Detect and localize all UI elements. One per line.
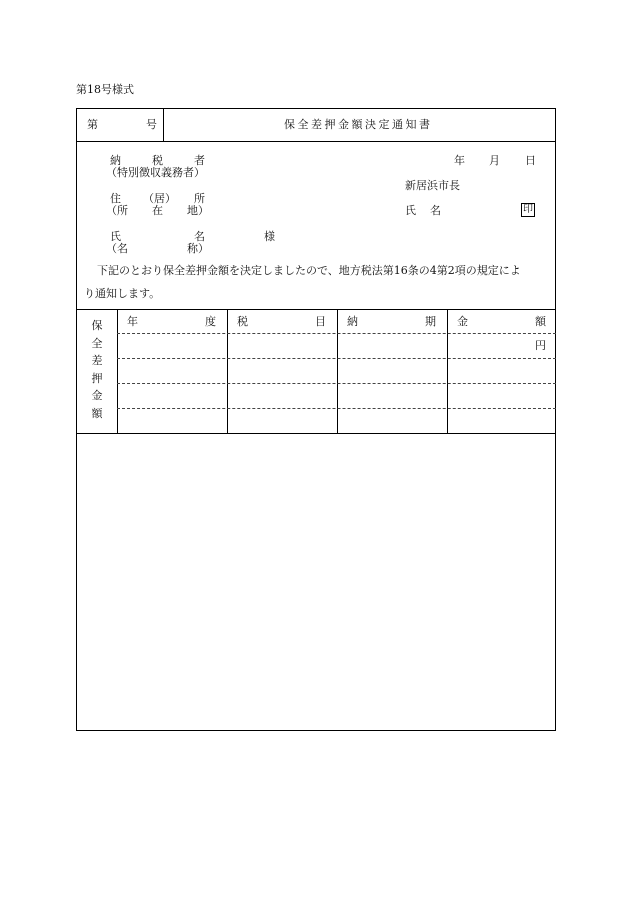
amount-side-label: 保全差押金額 [91,319,103,420]
header-bottom-line [76,141,556,142]
date-month: 月 [489,154,500,167]
table-header-tax-a: 税 [237,315,248,328]
header-dai: 第 [87,118,98,131]
notice-text-line1: 下記のとおり保全差押金額を決定しましたので、地方税法第16条の4第2項の規定によ [97,264,521,277]
header-divider [163,108,164,141]
table-header-due-b: 期 [425,315,436,328]
taxpayer-label-2: 税 [152,154,163,167]
name-label-2: 名 [194,230,205,243]
table-col-line-2 [227,309,228,433]
taxpayer-sub-label: （特別徴収義務者） [106,166,205,179]
table-header-tax-b: 目 [315,315,326,328]
taxpayer-label-3: 者 [194,154,205,167]
table-row-dash-1 [117,333,556,334]
table-header-amount-a: 金 [457,315,468,328]
location-label-3: 地） [187,204,209,217]
document-title: 保全差押金額決定通知書 [284,118,433,131]
title-label-1: （名 [106,242,128,255]
date-day: 日 [525,154,536,167]
form-number: 第18号様式 [76,83,134,96]
table-col-line-3 [337,309,338,433]
date-year: 年 [454,154,465,167]
mayor-mei: 名 [430,204,441,217]
table-top-line [76,309,556,310]
title-label-2: 称） [187,242,209,255]
residence-label-1: 住 [110,192,121,205]
mayor-label: 新居浜市長 [405,179,460,192]
location-label-2: 在 [152,204,163,217]
table-bottom-line [76,433,556,434]
table-row-dash-3 [117,383,556,384]
seal-icon: 印 [523,204,533,215]
location-label-1: （所 [106,204,128,217]
table-header-amount-b: 額 [535,315,546,328]
header-go: 号 [146,118,157,131]
name-label-1: 氏 [110,230,121,243]
yen-unit-label: 円 [535,339,546,352]
table-col-line-4 [447,309,448,433]
table-header-due-a: 納 [347,315,358,328]
residence-label-2: （居） [143,192,176,205]
table-header-year-a: 年 [127,315,138,328]
table-row-dash-2 [117,358,556,359]
table-row-dash-4 [117,408,556,409]
table-header-year-b: 度 [205,315,216,328]
sama-label: 様 [264,230,275,243]
notice-text-line2: り通知します。 [84,287,161,300]
table-col-line-1 [117,309,118,433]
mayor-shi: 氏 [405,204,416,217]
residence-label-3: 所 [194,192,205,205]
taxpayer-label-1: 納 [110,154,121,167]
